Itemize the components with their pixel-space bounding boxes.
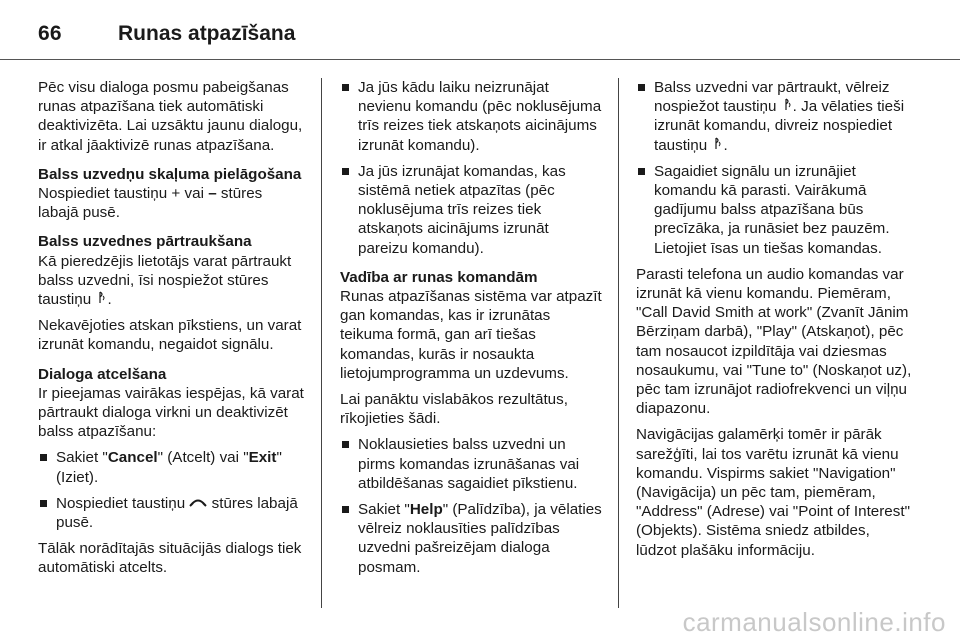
column-3 (636, 78, 912, 567)
list-item: Balss uzvedni var pārtraukt, vēlreiz nospiežot taustiņu . Ja vēlaties tieši izrunāt komandu, divreiz nospiediet taustiņu . (636, 78, 912, 155)
column-divider-2 (618, 78, 619, 608)
voice-commands-paragraph: Runas atpazīšanas sistēma var atpazīt gan komandas, kas ir izrunātas teikuma formā, gan arī tiešas komandas, kurās ir nosaukta lietojumprogramma un uzdevums. (340, 288, 602, 382)
column-1 (38, 78, 306, 585)
interrupt-paragraph: Kā pieredzējis lietotājs varat pārtraukt balss uzvedni, īsi nospiežot stūres taustiņu . (38, 252, 292, 309)
column-divider-1 (321, 78, 322, 608)
list-item: Sakiet "Help" (Palīdzība), ja vēlaties vēlreiz noklausīties palīdzības uzvedni pašreizējam dialoga posmam. (340, 500, 602, 577)
watermark: carmanualsonline.info (682, 607, 946, 637)
header-divider (0, 59, 960, 60)
auto-cancel-list (340, 78, 602, 258)
cancel-options-list (38, 448, 306, 532)
cancel-paragraph: Ir pieejamas vairākas iespējas, kā varat pārtraukt dialoga virkni un deaktivizēt balss atpazīšanu: (38, 384, 304, 441)
column-2 (340, 78, 602, 584)
list-item: Ja jūs kādu laiku neizrunājat nevienu komandu (pēc noklusējuma trīs reizes tiek atskaņots aicinājums izrunāt komandu). (340, 78, 602, 155)
page-number: 66 (38, 22, 62, 45)
list-item: Sakiet "Cancel" (Atcelt) vai "Exit" (Iziet). (38, 448, 306, 486)
section-heading-interrupt: Balss uzvednes pārtraukšana (38, 233, 252, 251)
section-heading-voice-commands: Vadība ar runas komandām (340, 268, 538, 286)
navigation-paragraph: Navigācijas galamērķi tomēr ir pārāk sarežģīti, lai tos varētu izrunāt kā vienu komandu. Vispirms sakiet "Navigation" (Navigācija) un pēc tam, piemēram, "Address" (Adrese) vai "Point of Interest" (Objekts). Sistēma sniedz atbildes, lūdzot plašāku informāciju. (636, 426, 910, 559)
list-item: Sagaidiet signālu un izrunājiet komandu kā parasti. Vairākumā gadījumu balss atpazīšana būs precīzāka, ja runāsiet bez pauzēm. Lietojiet īsas un tiešas komandas. (636, 162, 912, 258)
auto-cancel-paragraph: Tālāk norādītajās situācijās dialogs tiek automātiski atcelts. (38, 540, 302, 577)
list-item: Noklausieties balss uzvedni un pirms komandas izrunāšanas vai atbildēšanas sagaidiet pīkstienu. (340, 435, 602, 493)
page-header (0, 0, 960, 60)
phone-audio-paragraph: Parasti telefona un audio komandas var izrunāt kā vienu komandu. Piemēram, "Call David Smith at work" (Zvanīt Jānim Bērziņam darbā), "Play" (Atskaņot), pēc tam nosaucot izpildītāja vai dziesmas nosaukumu, vai "Tune to" (Noskaņot uz), pēc tam izrunājot radiofrekvenci un viļņu diapazonu. (636, 265, 912, 418)
tips-list-continued (636, 78, 912, 258)
voice-key-icon (711, 137, 723, 152)
volume-paragraph: Nospiediet taustiņu + vai – stūres labajā pusē. (38, 185, 263, 222)
list-item: Nospiediet taustiņu stūres labajā pusē. (38, 494, 306, 532)
voice-key-icon (95, 291, 107, 306)
hang-up-icon (189, 497, 207, 510)
voice-key-icon (781, 98, 793, 113)
section-heading-cancel: Dialoga atcelšana (38, 365, 167, 383)
best-results-paragraph: Lai panāktu vislabākos rezultātus, rīkojieties šādi. (340, 391, 568, 428)
tips-list (340, 435, 602, 576)
intro-paragraph: Pēc visu dialoga posmu pabeigšanas runas atpazīšana tiek automātiski deaktivizēta. Lai uzsāktu jaunu dialogu, ir atkal jāaktivizē runas atpazīšana. (38, 79, 303, 154)
list-item: Ja jūs izrunājat komandas, kas sistēmā netiek atpazītas (pēc noklusējuma trīs reizes tiek atskaņots aicinājums izrunāt pareizu komandu). (340, 162, 602, 258)
page-title: Runas atpazīšana (118, 22, 296, 45)
plus-key-symbol: + (171, 185, 181, 203)
interrupt-paragraph-2: Nekavējoties atskan pīkstiens, un varat izrunāt komandu, negaidot signālu. (38, 317, 302, 354)
section-heading-volume: Balss uzvedņu skaļuma pielāgošana (38, 165, 302, 183)
minus-key-symbol: – (208, 185, 217, 203)
